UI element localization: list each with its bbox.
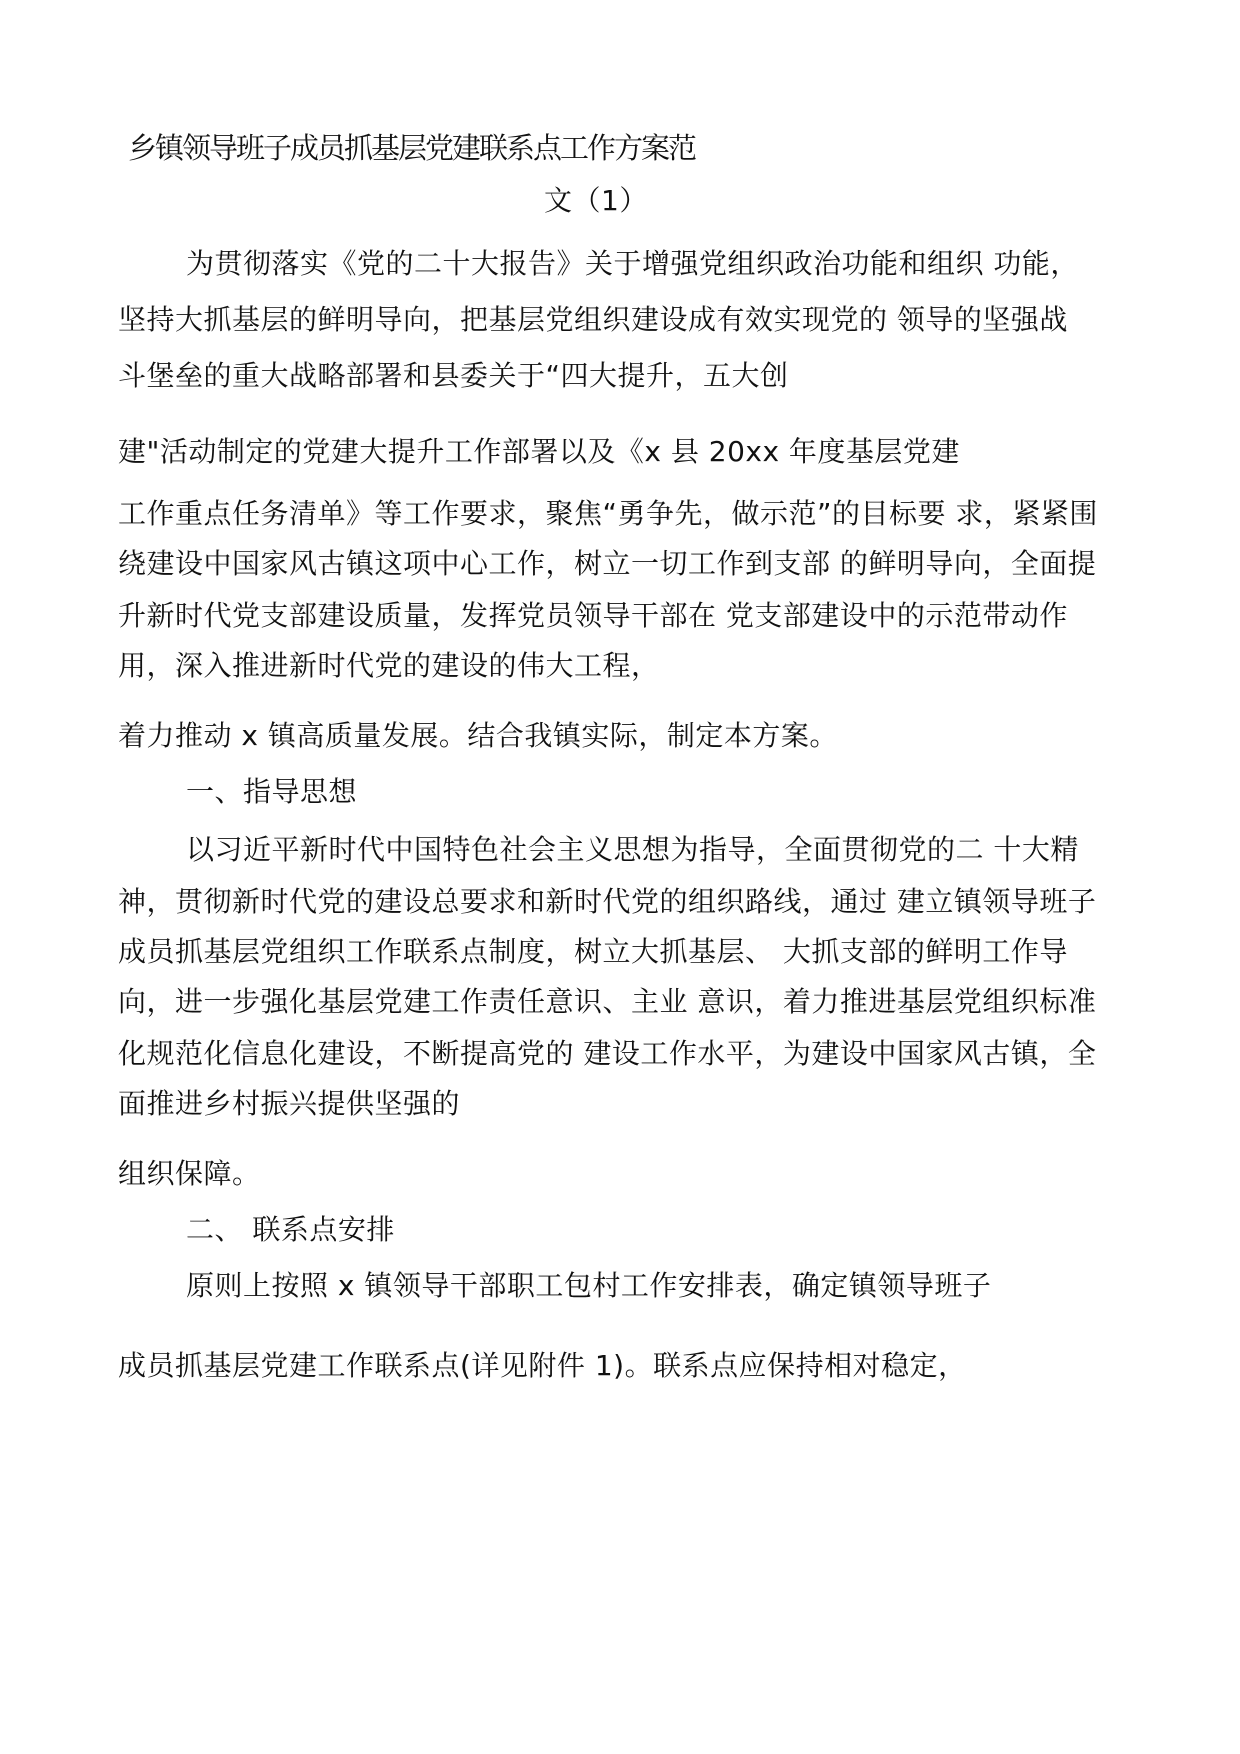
intro-line: 为贯彻落实《党的二十大报告》关于增强党组织政治功能和组织 功能，: [186, 247, 1079, 280]
intro-line: 斗堡垒的重大战略部署和县委关于“四大提升，五大创: [118, 359, 789, 392]
section-1-line: 成员抓基层党组织工作联系点制度，树立大抓基层、 大抓支部的鲜明工作导: [118, 935, 1068, 968]
document-title-line-2: 文（1）: [544, 184, 648, 217]
intro-line: 坚持大抓基层的鲜明导向，把基层党组织建设成有效实现党的 领导的坚强战: [118, 303, 1068, 336]
section-1-line: 面推进乡村振兴提供坚强的: [118, 1087, 461, 1120]
section-1-line: 神，贯彻新时代党的建设总要求和新时代党的组织路线，通过 建立镇领导班子: [118, 885, 1097, 918]
section-1-line: 化规范化信息化建设，不断提高党的 建设工作水平，为建设中国家风古镇，全: [118, 1037, 1097, 1070]
section-1-line: 以习近平新时代中国特色社会主义思想为指导，全面贯彻党的二 十大精: [186, 833, 1079, 866]
section-1-heading: 一、指导思想: [186, 775, 358, 808]
section-1-line: 向，进一步强化基层党建工作责任意识、主业 意识，着力推进基层党组织标准: [118, 985, 1097, 1018]
section-2-line: 成员抓基层党建工作联系点(详见附件 1)。联系点应保持相对稳定，: [118, 1349, 967, 1382]
intro-line: 建"活动制定的党建大提升工作部署以及《x 县 20xx 年度基层党建: [118, 435, 960, 468]
intro-line: 升新时代党支部建设质量，发挥党员领导干部在 党支部建设中的示范带动作: [118, 599, 1068, 632]
section-2-line: 原则上按照 x 镇领导干部职工包村工作安排表，确定镇领导班子: [186, 1269, 992, 1302]
intro-line: 用，深入推进新时代党的建设的伟大工程，: [118, 649, 660, 682]
section-2-heading: 二、 联系点安排: [186, 1213, 395, 1246]
intro-line: 工作重点任务清单》等工作要求，聚焦“勇争先，做示范”的目标要 求，紧紧围: [118, 497, 1098, 530]
document-title-line-1: 乡镇领导班子成员抓基层党建联系点工作方案范: [128, 131, 696, 165]
intro-line: 绕建设中国家风古镇这项中心工作，树立一切工作到支部 的鲜明导向，全面提: [118, 547, 1097, 580]
intro-line: 着力推动 x 镇高质量发展。结合我镇实际，制定本方案。: [118, 719, 838, 752]
section-1-line: 组织保障。: [118, 1157, 261, 1190]
